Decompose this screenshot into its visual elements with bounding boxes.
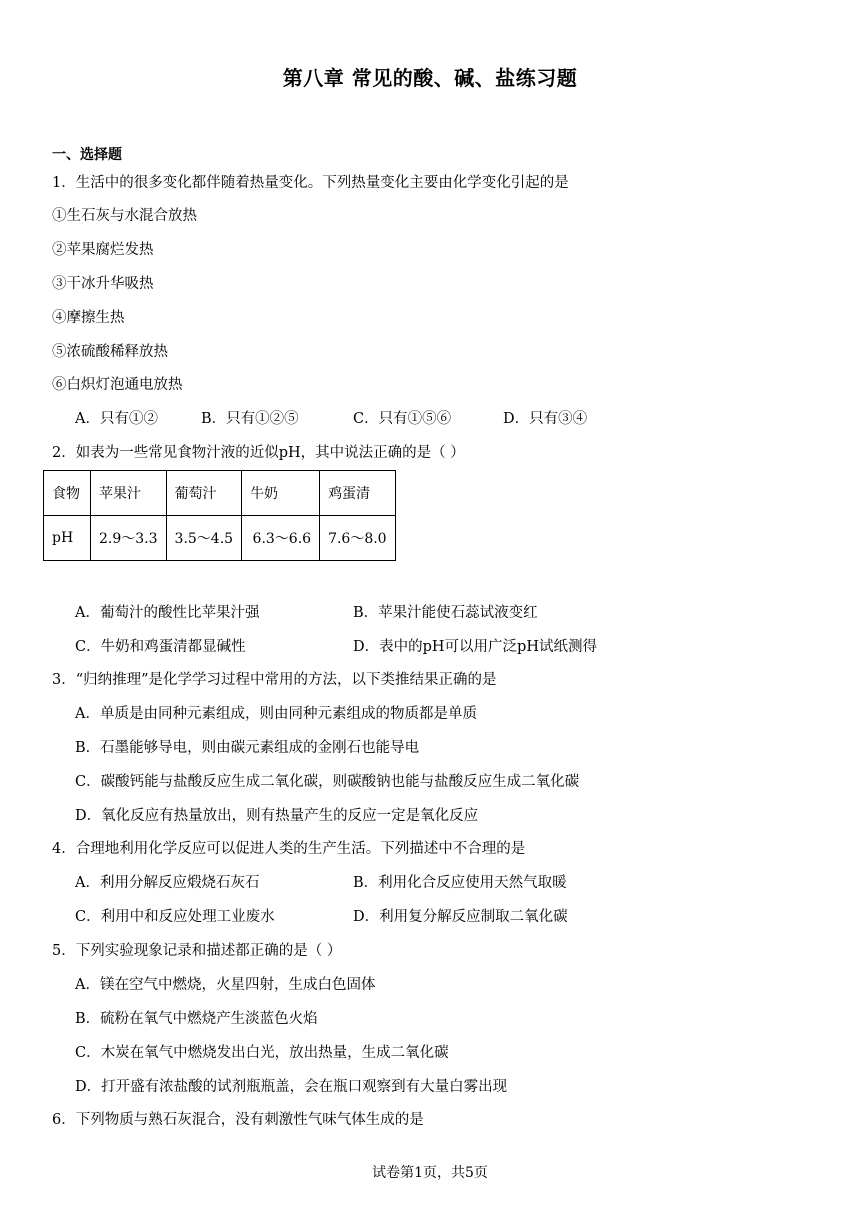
table-row: [44, 471, 396, 516]
table-cell: pH: [44, 516, 91, 561]
table-row: [44, 516, 396, 561]
question-5-stem: 5．下列实验现象记录和描述都正确的是（ ）: [52, 943, 342, 959]
question-6-stem: 6．下列物质与熟石灰混合，没有刺激性气味气体生成的是: [52, 1112, 424, 1128]
question-2-option-a: A．葡萄汁的酸性比苹果汁强: [75, 605, 260, 621]
question-3-option-c: C．碳酸钙能与盐酸反应生成二氧化碳，则碳酸钠也能与盐酸反应生成二氧化碳: [75, 774, 580, 790]
page-title: 第八章 常见的酸、碱、盐练习题: [282, 66, 578, 90]
question-2-stem: 2．如表为一些常见食物汁液的近似pH，其中说法正确的是（ ）: [52, 445, 465, 461]
question-5-option-d: D．打开盛有浓盐酸的试剂瓶瓶盖，会在瓶口观察到有大量白雾出现: [75, 1079, 508, 1095]
question-5-option-c: C．木炭在氧气中燃烧发出白光，放出热量，生成二氧化碳: [75, 1045, 449, 1061]
question-1-item: ①生石灰与水混合放热: [52, 208, 197, 224]
table-cell: 2.9～3.3: [91, 516, 167, 561]
question-4-option-c: C．利用中和反应处理工业废水: [75, 909, 275, 925]
question-4-option-d: D．利用复分解反应制取二氧化碳: [353, 909, 568, 925]
question-4-stem: 4．合理地利用化学反应可以促进人类的生产生活。下列描述中不合理的是: [52, 841, 526, 857]
page-footer: 试卷第1页，共5页: [372, 1165, 488, 1181]
question-1-option-b: B．只有①②⑤: [201, 411, 299, 427]
question-3-option-a: A．单质是由同种元素组成，则由同种元素组成的物质都是单质: [75, 706, 477, 722]
question-1-option-c: C．只有①⑤⑥: [353, 411, 452, 427]
question-3-option-b: B．石墨能够导电，则由碳元素组成的金刚石也能导电: [75, 740, 420, 756]
table-cell: 3.5～4.5: [166, 516, 242, 561]
table-cell: 鸡蛋清: [320, 471, 396, 516]
section-heading: 一、选择题: [52, 147, 122, 163]
question-1-stem: 1．生活中的很多变化都伴随着热量变化。下列热量变化主要由化学变化引起的是: [52, 175, 569, 191]
table-cell: 苹果汁: [91, 471, 167, 516]
question-5-option-a: A．镁在空气中燃烧，火星四射，生成白色固体: [75, 977, 376, 993]
ph-table: [43, 470, 396, 561]
question-2-option-d: D．表中的pH可以用广泛pH试纸测得: [353, 639, 597, 655]
question-1-item: ⑥白炽灯泡通电放热: [52, 377, 183, 393]
question-1-option-a: A．只有①②: [75, 411, 158, 427]
question-1-item: ②苹果腐烂发热: [52, 242, 154, 258]
question-1-item: ③干冰升华吸热: [52, 276, 154, 292]
table-cell: 葡萄汁: [166, 471, 242, 516]
table-cell: 牛奶: [242, 471, 320, 516]
question-4-option-a: A．利用分解反应煅烧石灰石: [75, 875, 260, 891]
question-1-item: ④摩擦生热: [52, 310, 125, 326]
question-1-option-d: D．只有③④: [503, 411, 588, 427]
table-cell: 食物: [44, 471, 91, 516]
question-5-option-b: B．硫粉在氧气中燃烧产生淡蓝色火焰: [75, 1011, 318, 1027]
question-1-item: ⑤浓硫酸稀释放热: [52, 344, 168, 360]
question-2-option-c: C．牛奶和鸡蛋清都显碱性: [75, 639, 246, 655]
table-cell: 7.6～8.0: [320, 516, 396, 561]
table-cell: 6.3～6.6: [242, 516, 320, 561]
question-4-option-b: B．利用化合反应使用天然气取暖: [353, 875, 567, 891]
question-2-option-b: B．苹果汁能使石蕊试液变红: [353, 605, 538, 621]
question-3-option-d: D．氧化反应有热量放出，则有热量产生的反应一定是氧化反应: [75, 808, 479, 824]
question-3-stem: 3．“归纳推理”是化学学习过程中常用的方法，以下类推结果正确的是: [52, 672, 497, 688]
